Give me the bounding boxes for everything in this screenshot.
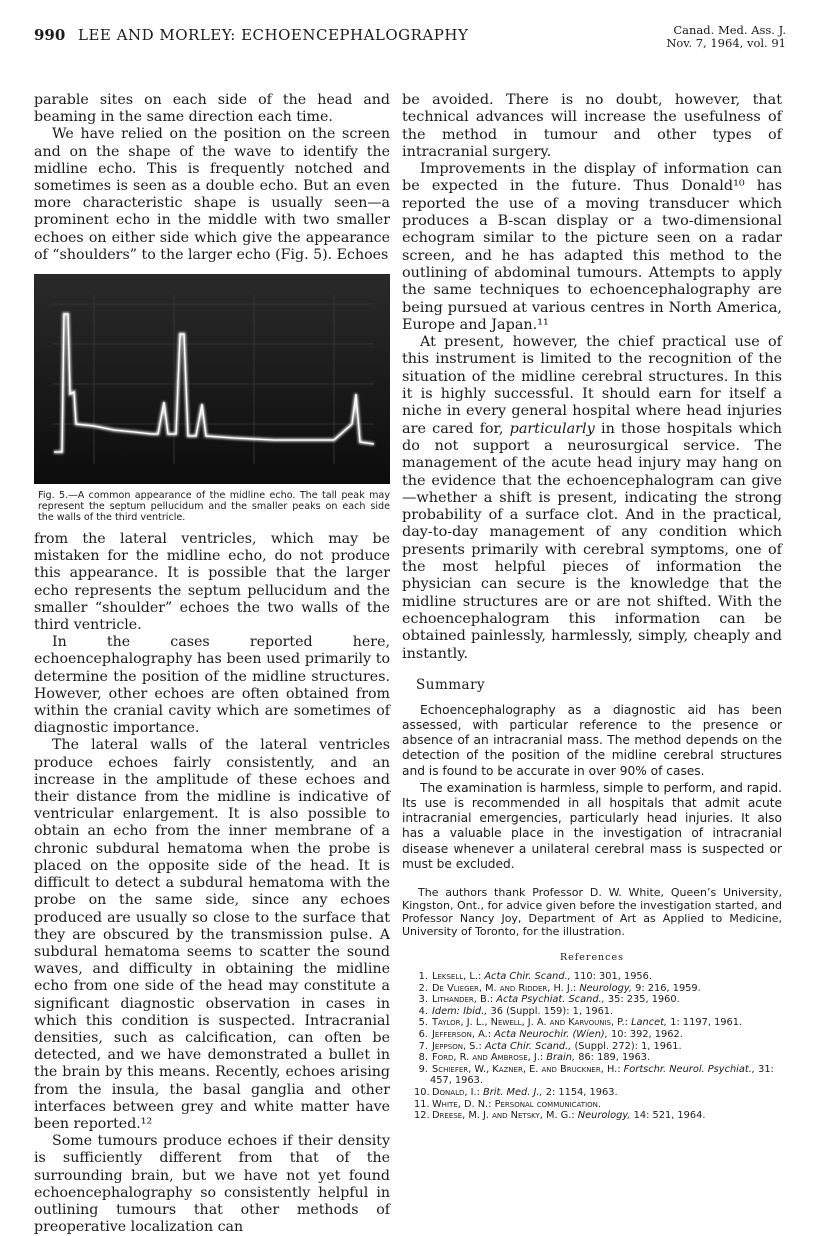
reference-number: 12. bbox=[414, 1110, 430, 1122]
reference-journal: Acta Neurochir. (Wien), bbox=[494, 1029, 608, 1040]
text-span: in those hospitals which do not support a neurosurgical service. The management of the acute head injury may hang on the evidence that the echoencephalogram can give—whether a shift is present, indicating the strong probability of a surface clot. And in the practical, day-to-day management of any condition which presents primarily with cerebral symptoms, one of the most helpful pieces of information the physician can secure is the knowledge that the midline structures are or are not shifted. With the echoencephalogram this information can be obtained painlessly, harmlessly, simply, cheaply and instantly. bbox=[402, 420, 782, 662]
reference-authors: Ford, R. and Ambrose, J.: bbox=[432, 1052, 547, 1064]
running-title: LEE AND MORLEY: ECHOENCEPHALOGRAPHY bbox=[78, 26, 469, 44]
paragraph: The examination is harmless, simple to perform, and rapid. Its use is recommended in all hospitals that admit acute intracranial emergencies, particularly head injuries. It also has a valuable place in the investigation of intracranial disease whenever a unilateral cerebral mass is suspected or must be excluded. bbox=[402, 780, 782, 871]
text-span: At present, however, the chief practical use of this instrument is limited to the recognition of the situation of the midline cerebral structures. In this it is highly successful. It should earn for itself a niche in every general hospital where head injuries are cared for, bbox=[402, 334, 782, 437]
reference-journal: Idem: Ibid., bbox=[432, 1005, 488, 1017]
paragraph: parable sites on each side of the head and beaming in the same direction each time. bbox=[34, 92, 390, 126]
paragraph: We have relied on the position on the screen and on the shape of the wave to identify the midline echo. This is frequently notched and sometimes is seen as a double echo. But an even more characteristic shape is usually seen—a prominent echo in the middle with two smaller echoes on either side which give the appearance of “shoulders” to the larger echo (Fig. 5). Echoes bbox=[34, 126, 390, 263]
right-column bbox=[402, 92, 782, 1122]
reference-journal: Neurology, bbox=[577, 1110, 631, 1122]
reference-authors: White, D. N.: Personal communication. bbox=[432, 1098, 601, 1110]
reference-number: 1. bbox=[418, 971, 428, 983]
reference-details: (Suppl. 272): 1, 1961. bbox=[571, 1040, 682, 1052]
reference-item bbox=[402, 1017, 782, 1029]
reference-item bbox=[402, 1099, 782, 1111]
figure-caption: Fig. 5.—A common appearance of the midline echo. The tall peak may represent the septum pellucidum and the smaller peaks on each side the walls of the third ventricle. bbox=[38, 490, 390, 524]
reference-journal: Fortschr. Neurol. Psychiat., bbox=[623, 1063, 755, 1075]
reference-journal: Brain, bbox=[546, 1052, 576, 1064]
reference-number: 5. bbox=[418, 1017, 428, 1029]
reference-journal: Acta Chir. Scand., bbox=[484, 971, 571, 983]
reference-authors: Lithander, B.: bbox=[432, 994, 497, 1006]
reference-authors: Dreese, M. J. and Netsky, M. G.: bbox=[432, 1110, 578, 1122]
reference-item bbox=[402, 971, 782, 983]
paragraph: The lateral walls of the lateral ventricles produce echoes fairly consistently, and an increase in the amplitude of these echoes and their distance from the midline is indicative of ventricular enlargement. It is also possible to obtain an echo from the inner membrane of a chronic subdural hematoma when the probe is placed on the opposite side of the head. It is difficult to detect a subdural hematoma with the probe on the same side, since any echoes produced are usually so close to the surface that they are obscured by the transmission pulse. A subdural hematoma seems to scatter the sound waves, and difficulty in obtaining the midline echo from one side of the head may constitute a significant diagnostic observation in cases in which this condition is suspected. Intracranial densities, such as calcification, can often be detected, and we have demonstrated a bullet in the brain by this means. Recently, echoes arising from the insula, the basal ganglia and other interfaces between grey and white matter have been reported.¹² bbox=[34, 737, 390, 1132]
paragraph bbox=[402, 334, 782, 663]
reference-authors: Leksell, L.: bbox=[432, 971, 485, 983]
reference-journal: Brit. Med. J., bbox=[483, 1086, 543, 1098]
reference-number: 2. bbox=[418, 982, 428, 994]
left-column bbox=[34, 92, 390, 1236]
paragraph: be avoided. There is no doubt, however, that technical advances will increase the usefulness of the method in tumour and other types of intracranial surgery. bbox=[402, 92, 782, 160]
reference-details: 86: 189, 1963. bbox=[575, 1052, 651, 1064]
reference-item bbox=[402, 983, 782, 995]
reference-number: 4. bbox=[418, 1005, 428, 1017]
reference-number: 3. bbox=[418, 994, 428, 1006]
paragraph: Echoencephalography as a diagnostic aid has been assessed, with particular reference to the presence or absence of an intracranial mass. The method depends on the detection of the position of the midline cerebral structures and is found to be accurate in over 90% of cases. bbox=[402, 702, 782, 778]
reference-details: 1: 1197, 1961. bbox=[667, 1017, 743, 1029]
reference-item bbox=[402, 1110, 782, 1122]
reference-details: 31: 457, 1963. bbox=[430, 1063, 774, 1087]
reference-details: 110: 301, 1956. bbox=[570, 971, 653, 983]
reference-journal: Acta Psychiat. Scand., bbox=[496, 994, 605, 1006]
journal-name: Canad. Med. Ass. J. bbox=[673, 23, 786, 37]
reference-authors: Schiefer, W., Kazner, E. and Bruckner, H.: bbox=[432, 1063, 624, 1075]
reference-journal: Lancet, bbox=[631, 1017, 668, 1029]
oscilloscope-photo bbox=[34, 274, 390, 484]
reference-details: 36 (Suppl. 159): 1, 1961. bbox=[487, 1005, 614, 1017]
reference-authors: De Vlieger, M. and Ridder, H. J.: bbox=[432, 982, 580, 994]
summary-heading: Summary bbox=[416, 676, 486, 693]
reference-item bbox=[402, 1029, 782, 1041]
paragraph: Improvements in the display of information can be expected in the future. Thus Donald¹⁰ has reported the use of a moving transducer which produces a B-scan display or a two-dimensional echogram similar to the picture seen on a radar screen, and he has adapted this method to the outlining of abdominal tumours. Attempts to apply the same techniques to echoencephalography are being pursued at various centres in North America, Europe and Japan.¹¹ bbox=[402, 161, 782, 333]
references-heading: References bbox=[559, 952, 624, 964]
reference-authors: Donald, I.: bbox=[432, 1086, 484, 1098]
emphasis: particularly bbox=[509, 420, 595, 437]
acknowledgment: The authors thank Professor D. W. White, Queen’s University, Kingston, Ont., for advice given before the investigation started, and Professor Nancy Joy, Department of Art as Applied to Medicine, University of Toronto, for the illustration. bbox=[402, 886, 782, 939]
echo-trace-image bbox=[34, 274, 390, 484]
reference-details: 2: 1154, 1963. bbox=[542, 1086, 618, 1098]
reference-authors: Jeppson, S.: bbox=[432, 1040, 485, 1052]
reference-journal: Neurology, bbox=[579, 982, 633, 994]
paragraph: In the cases reported here, echoencephalography has been used primarily to determine the position of the midline structures. However, other echoes are often obtained from within the cranial cavity which are sometimes of diagnostic importance. bbox=[34, 634, 390, 737]
reference-details: 14: 521, 1964. bbox=[630, 1110, 706, 1122]
reference-number: 9. bbox=[418, 1063, 428, 1075]
reference-details: 10: 392, 1962. bbox=[607, 1029, 683, 1040]
figure-5 bbox=[34, 274, 390, 523]
reference-number: 6. bbox=[418, 1029, 428, 1040]
reference-item bbox=[402, 1041, 782, 1053]
reference-details: 35: 235, 1960. bbox=[604, 994, 680, 1006]
paragraph: Some tumours produce echoes if their density is sufficiently different from that of the surrounding brain, but we have not yet found echoencephalography so consistently helpful in outlining tumours that other methods of preoperative localization can bbox=[34, 1133, 390, 1236]
reference-journal: Acta Chir. Scand., bbox=[484, 1040, 572, 1052]
reference-authors: Jefferson, A.: bbox=[432, 1029, 495, 1040]
reference-number: 8. bbox=[418, 1052, 428, 1064]
reference-item bbox=[402, 1064, 782, 1087]
reference-item bbox=[402, 994, 782, 1006]
reference-authors: Taylor, J. L., Newell, J. A. and Karvounis, P.: bbox=[432, 1017, 632, 1029]
journal-issue: Nov. 7, 1964, vol. 91 bbox=[666, 36, 786, 50]
reference-number: 11. bbox=[414, 1098, 430, 1110]
reference-number: 10. bbox=[414, 1086, 430, 1098]
reference-number: 7. bbox=[418, 1040, 428, 1052]
reference-details: 9: 216, 1959. bbox=[632, 982, 701, 994]
reference-item bbox=[402, 1052, 782, 1064]
page-number: 990 bbox=[34, 26, 66, 44]
page-header bbox=[34, 20, 786, 60]
reference-item bbox=[402, 1087, 782, 1099]
summary-section bbox=[402, 703, 782, 872]
reference-list bbox=[402, 971, 782, 1122]
journal-citation bbox=[666, 24, 786, 50]
reference-item bbox=[402, 1006, 782, 1018]
paragraph: from the lateral ventricles, which may be mistaken for the midline echo, do not produce this appearance. It is possible that the larger echo represents the septum pellucidum and the smaller “shoulder” echoes the two walls of the third ventricle. bbox=[34, 531, 390, 634]
